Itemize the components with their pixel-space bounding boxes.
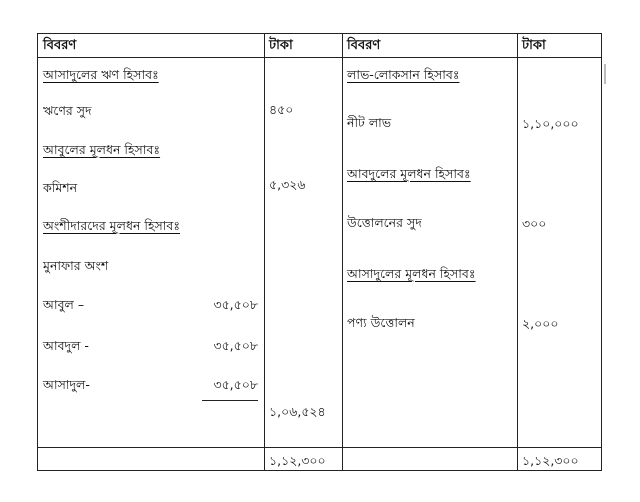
credit-total: ১,১২,৩০০ xyxy=(522,453,579,468)
abul-capital-account-head: আবুলের মূলধন হিসাবঃ xyxy=(43,142,161,157)
header-amount-right: টাকা xyxy=(522,38,546,53)
partners-capital-account-head: অংশীদারদের মূলধন হিসাবঃ xyxy=(43,218,181,233)
profit-share-total: ১,০৬,৫২৪ xyxy=(269,404,326,419)
column-divider xyxy=(264,34,265,470)
net-profit-amount: ১,১০,০০০ xyxy=(522,116,579,131)
header-description-right: বিবরণ xyxy=(347,38,381,53)
header-description: বিবরণ xyxy=(43,38,77,53)
commission-amount: ৫,৩২৬ xyxy=(269,177,306,192)
abdul-capital-account-head: আবদুলের মূলধন হিসাবঃ xyxy=(347,166,471,181)
asad-loan-account-head: আসাদুলের ঋণ হিসাবঃ xyxy=(43,67,159,82)
total-divider xyxy=(38,447,601,448)
drawings-interest-amount: ৩০০ xyxy=(522,216,547,231)
share-amount-abul: ৩৫,৫০৮ xyxy=(213,297,258,312)
goods-drawn-label: পণ্য উত্তোলন xyxy=(347,315,415,330)
subtotal-rule xyxy=(202,400,258,401)
column-divider xyxy=(342,34,343,470)
header-divider xyxy=(38,57,601,58)
column-divider xyxy=(517,34,518,470)
commission-label: কমিশন xyxy=(43,180,78,195)
page-edge-mark xyxy=(604,64,606,84)
share-name-abdul: আবদুল - xyxy=(43,338,89,353)
header-amount: টাকা xyxy=(269,38,293,53)
debit-total: ১,১২,৩০০ xyxy=(269,453,326,468)
ledger-table xyxy=(37,33,602,471)
profit-loss-account-head: লাভ-লোকসান হিসাবঃ xyxy=(347,67,460,82)
net-profit-label: নীট লাভ xyxy=(347,115,392,130)
drawings-interest-label: উত্তোলনের সুদ xyxy=(347,215,422,230)
share-name-asadul: আসাদুল- xyxy=(43,377,90,392)
goods-drawn-amount: ২,০০০ xyxy=(522,316,559,331)
loan-interest-label: ঋণের সুদ xyxy=(43,103,92,118)
share-amount-abdul: ৩৫,৫০৮ xyxy=(213,338,258,353)
loan-interest-amount: ৪৫০ xyxy=(269,102,294,117)
asad-capital-account-head: আসাদুলের মূলধন হিসাবঃ xyxy=(347,266,476,281)
share-name-abul: আবুল – xyxy=(43,297,85,312)
share-amount-asadul: ৩৫,৫০৮ xyxy=(213,377,258,392)
profit-share-label: মুনাফার অংশ xyxy=(43,258,109,273)
